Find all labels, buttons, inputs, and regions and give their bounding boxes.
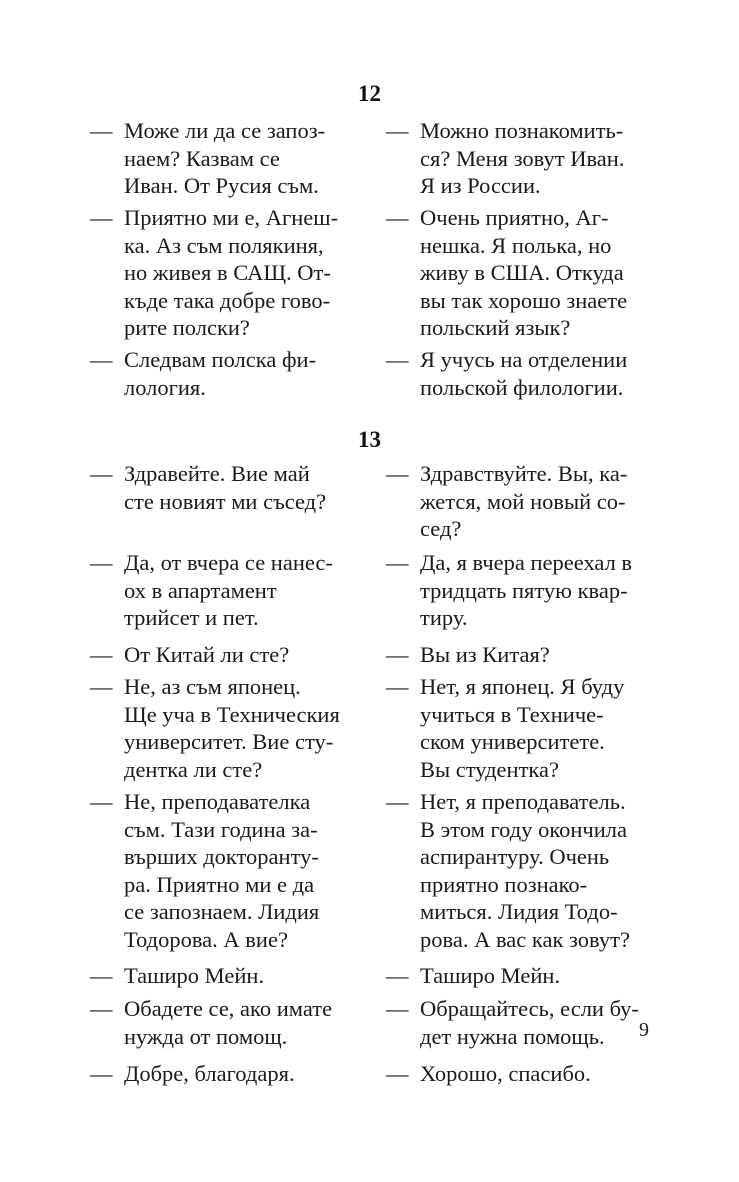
dialogue-dash: — [90, 347, 113, 372]
page-number: 9 [639, 1019, 649, 1041]
russian-line: Вы из Китая? [420, 642, 550, 667]
dialogue-dash: — [90, 996, 113, 1021]
russian-line: жется, мой новый со- [420, 488, 626, 514]
bulgarian-line: лология. [124, 374, 206, 400]
bulgarian-line: Таширо Мейн. [124, 963, 265, 988]
bulgarian-line: университет. Вие сту- [124, 729, 334, 754]
russian-line: Я учусь на отделении [420, 347, 628, 372]
russian-line: Можно познакомить- [420, 118, 624, 143]
russian-line: дет нужна помощь. [420, 1023, 605, 1049]
dialogue-dash: — [386, 205, 409, 230]
section-number: 13 [358, 427, 381, 452]
bulgarian-line: ра. Приятно ми е да [124, 871, 315, 897]
russian-line: Я из России. [420, 173, 541, 198]
russian-line: нешка. Я полька, но [420, 232, 612, 258]
russian-line: Да, я вчера переехал в [420, 550, 633, 575]
bulgarian-line: Може ли да се запоз- [124, 118, 326, 143]
bulgarian-line: върших докторанту- [124, 844, 319, 869]
bulgarian-line: съм. Тази година за- [124, 816, 318, 842]
bulgarian-line: Тодорова. А вие? [124, 926, 288, 952]
section-number: 12 [358, 81, 381, 106]
bulgarian-line: Приятно ми е, Агнеш- [124, 205, 339, 230]
bulgarian-line: Здравейте. Вие май [124, 461, 310, 486]
russian-line: польский язык? [420, 315, 571, 340]
bulgarian-line: сте новият ми съсед? [124, 488, 327, 514]
dialogue-dash: — [386, 996, 409, 1021]
bulgarian-line: Не, аз съм японец. [124, 674, 301, 699]
russian-line: приятно познако- [420, 871, 588, 897]
bulgarian-line: дентка ли сте? [124, 756, 263, 782]
dialogue-dash: — [386, 963, 409, 988]
russian-line: ском университете. [420, 729, 605, 754]
dialogue-dash: — [90, 550, 113, 575]
dialogue-dash: — [386, 674, 409, 699]
bulgarian-line: Ще уча в Техническия [124, 701, 340, 727]
bulgarian-line: наем? Казвам се [124, 145, 280, 171]
russian-line: Хорошо, спасибо. [420, 1061, 591, 1086]
russian-line: Вы студентка? [420, 756, 559, 782]
russian-line: вы так хорошо знаете [420, 287, 628, 313]
dialogue-dash: — [386, 642, 409, 667]
bulgarian-line: се запознаем. Лидия [124, 899, 320, 924]
russian-line: ся? Меня зовут Иван. [420, 145, 625, 171]
bulgarian-line: къде така добре гово- [124, 287, 331, 313]
bulgarian-line: нужда от помощ. [124, 1023, 288, 1049]
bulgarian-line: Не, преподавателка [124, 789, 311, 814]
dialogue-dash: — [90, 642, 113, 667]
russian-line: Здравствуйте. Вы, ка- [420, 461, 628, 486]
bulgarian-line: рите полски? [124, 315, 250, 340]
dialogue-dash: — [386, 118, 409, 143]
russian-line: Обращайтесь, если бу- [420, 996, 639, 1021]
dialogue-dash: — [90, 674, 113, 699]
russian-line: польской филологии. [420, 374, 624, 400]
bulgarian-line: Да, от вчера се нанес- [124, 550, 333, 575]
dialogue-dash: — [386, 1061, 409, 1086]
dialogue-dash: — [90, 118, 113, 143]
russian-line: аспирантуру. Очень [420, 844, 610, 869]
russian-line: тиру. [420, 605, 468, 630]
dialogue-dash: — [386, 347, 409, 372]
dialogue-dash: — [90, 789, 113, 814]
russian-line: Таширо Мейн. [420, 963, 561, 988]
dialogue-dash: — [90, 205, 113, 230]
bulgarian-line: но живея в САЩ. От- [124, 260, 331, 285]
russian-line: сед? [420, 516, 462, 541]
russian-line: миться. Лидия Тодо- [420, 899, 618, 924]
bulgarian-line: Добре, благодаря. [124, 1061, 295, 1086]
russian-line: живу в США. Откуда [420, 260, 624, 285]
russian-line: тридцать пятую квар- [420, 577, 628, 603]
bulgarian-line: Следвам полска фи- [124, 347, 317, 372]
bulgarian-line: ох в апартамент [124, 577, 277, 603]
dialogue-dash: — [386, 789, 409, 814]
dialogue-dash: — [90, 1061, 113, 1086]
russian-line: Очень приятно, Аг- [420, 205, 609, 230]
bulgarian-line: Иван. От Русия съм. [124, 173, 319, 198]
russian-line: В этом году окончила [420, 816, 628, 842]
russian-line: Нет, я преподаватель. [420, 789, 626, 814]
russian-line: рова. А вас как зовут? [420, 926, 630, 952]
dialogue-dash: — [90, 461, 113, 486]
bulgarian-line: ка. Аз съм полякиня, [124, 232, 324, 258]
dialogue-dash: — [386, 550, 409, 575]
bulgarian-line: От Китай ли сте? [124, 642, 290, 667]
dialogue-dash: — [386, 461, 409, 486]
dialogue-dash: — [90, 963, 113, 988]
russian-line: Нет, я японец. Я буду [420, 674, 625, 699]
bulgarian-line: трийсет и пет. [124, 605, 259, 630]
russian-line: учиться в Техниче- [420, 701, 604, 727]
bulgarian-line: Обадете се, ако имате [124, 996, 333, 1021]
